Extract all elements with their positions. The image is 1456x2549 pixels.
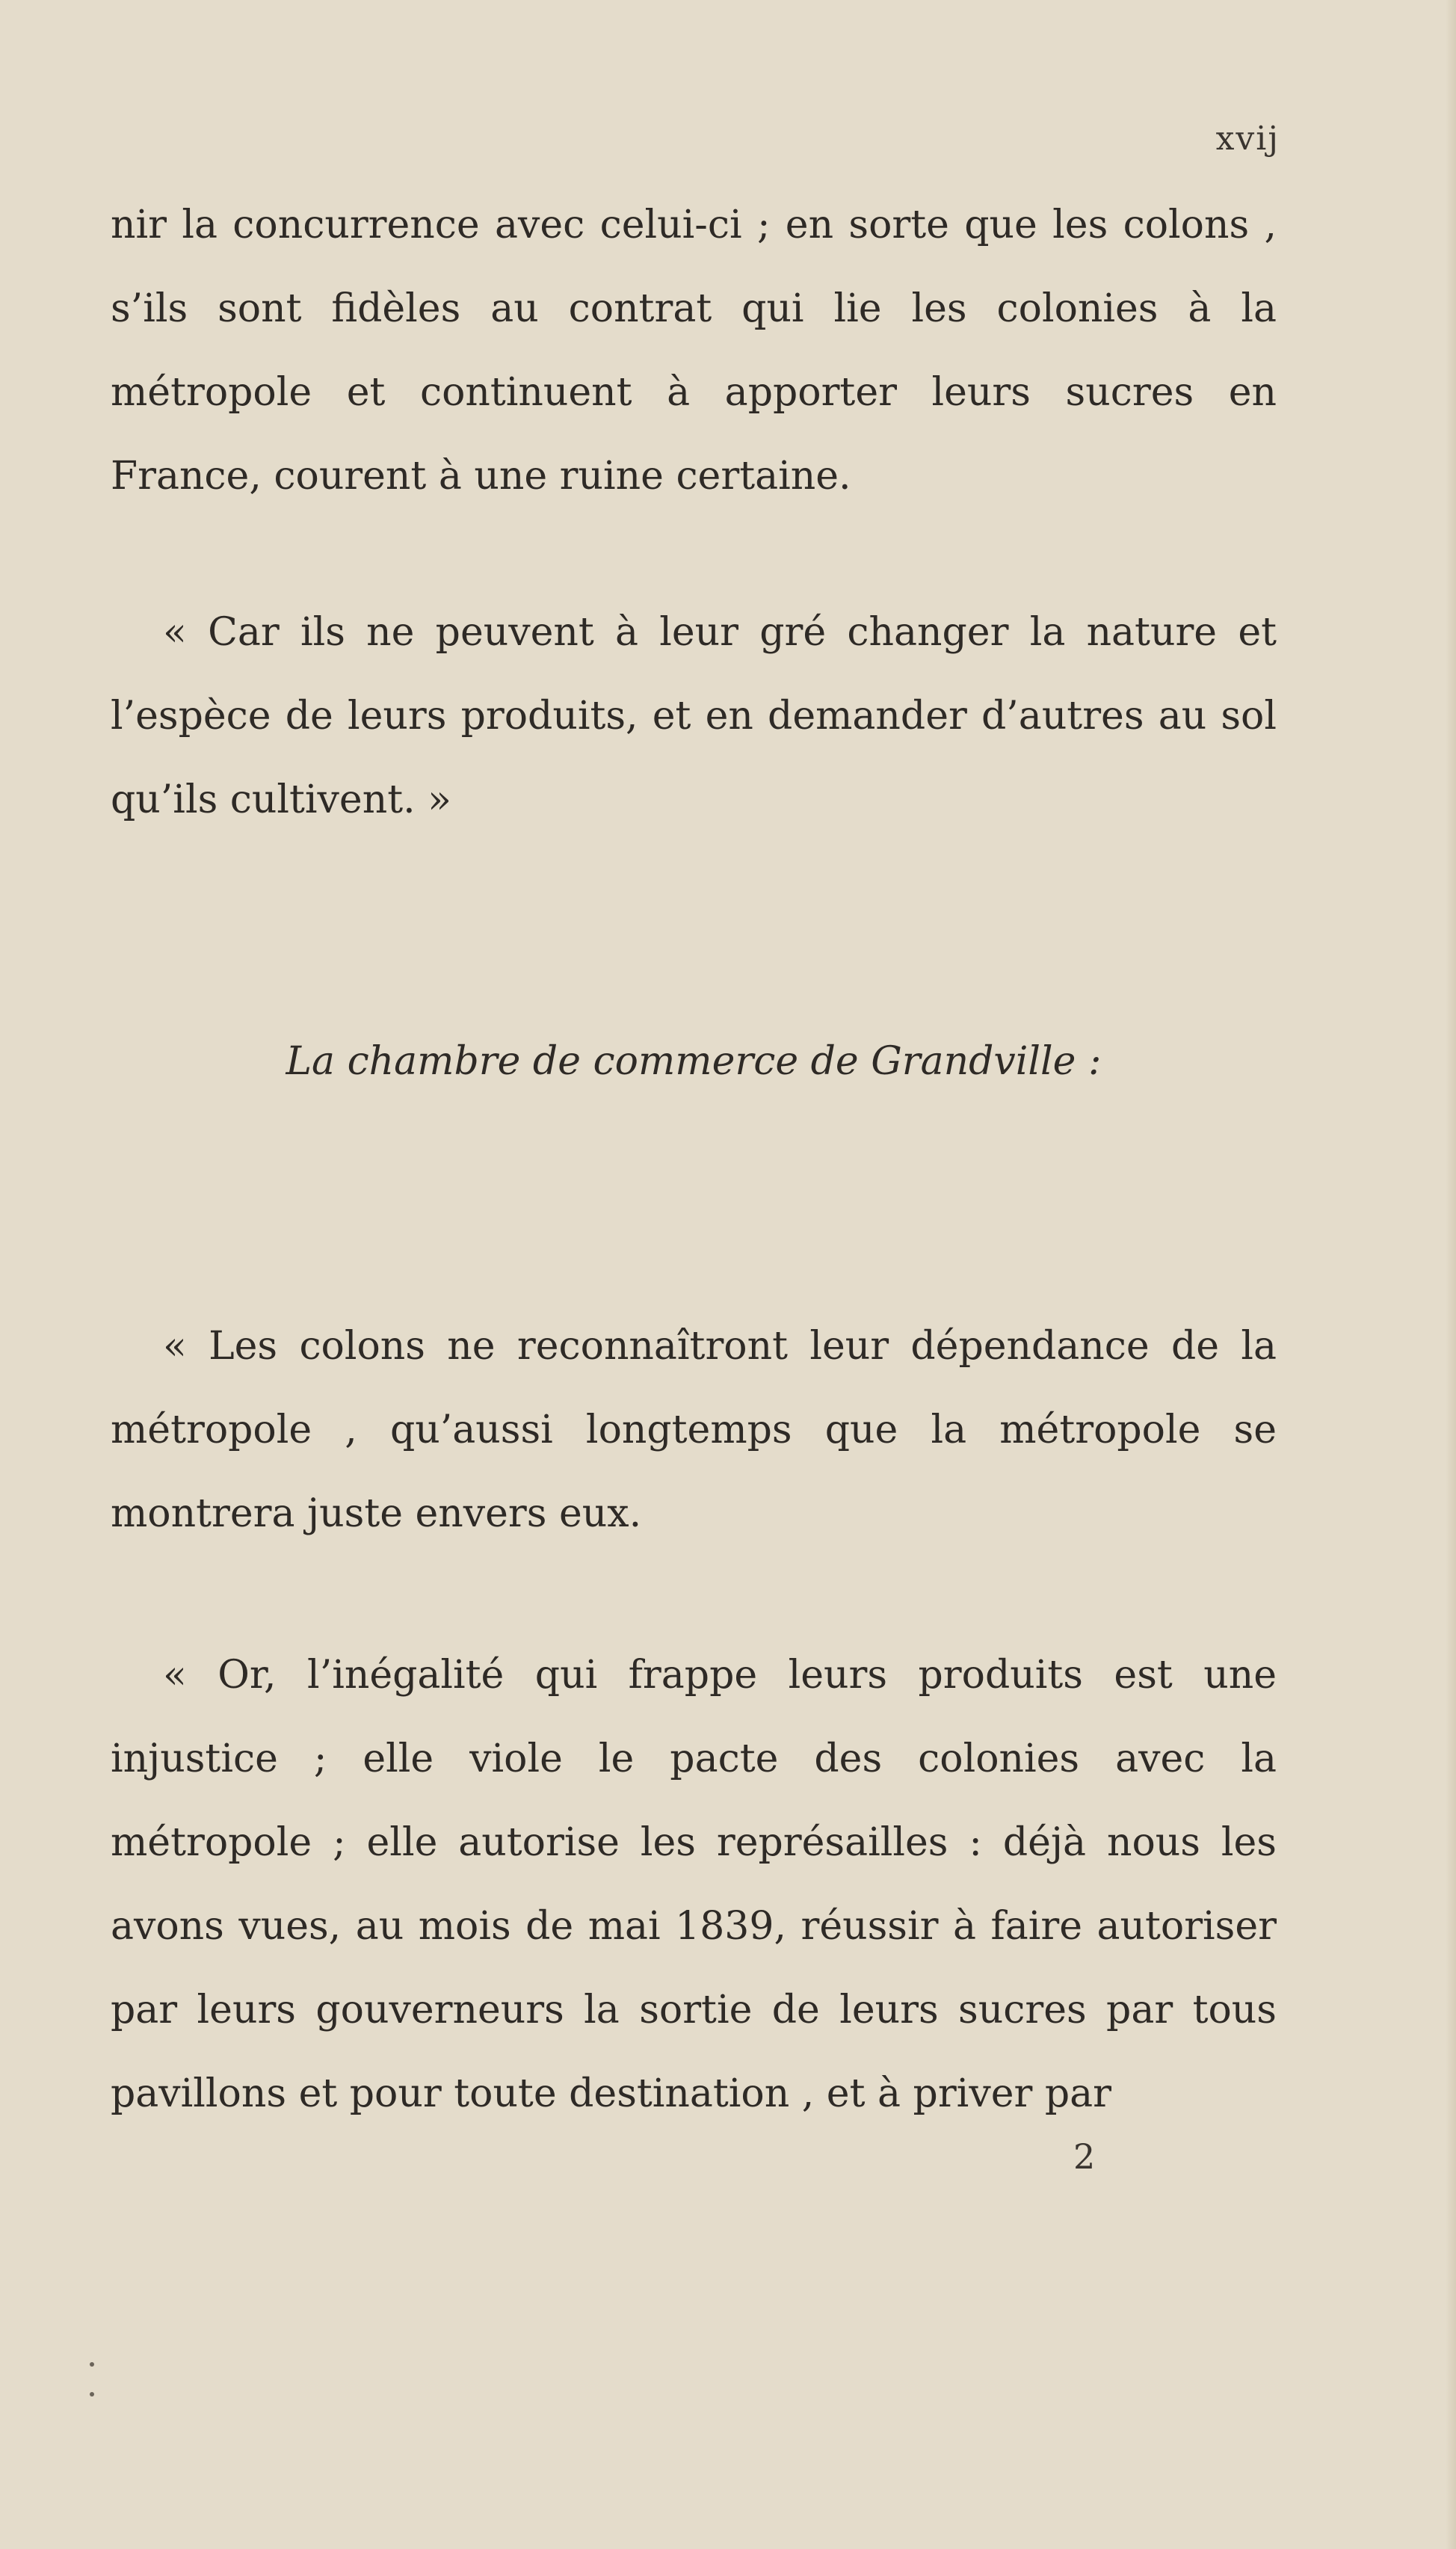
page-edge — [1446, 0, 1456, 2549]
paper-speck — [90, 2392, 94, 2397]
page-number: 2 — [1073, 2136, 1096, 2177]
quoted-paragraph-2: « Or, l’inégalité qui frappe leurs produits est une injustice ; elle viole le pacte des colonies avec la métropole ; elle autorise les représailles : déjà nous les avons vues, au mois de mai 1839, réussir à faire autoriser par leurs gouverneurs la sortie de leurs sucres par tous pavillons et pour toute destination , et à priver par — [111, 1653, 1277, 2116]
running-head: xvij — [1215, 120, 1280, 158]
paper-speck — [90, 2362, 94, 2367]
paragraph-2: « Car ils ne peuvent à leur gré changer la nature et l’espèce de leurs produits, et en demander d’autres au sol qu’ils cultivent. » — [111, 610, 1277, 822]
section-heading: La chambre de commerce de Grandville : — [286, 1039, 1102, 1084]
quoted-paragraph-1: « Les colons ne reconnaîtront leur dépendance de la métropole , qu’aussi longtemps que la métropole se montrera juste envers eux. — [111, 1324, 1277, 1536]
paragraph-1: nir la concurrence avec celui-ci ; en sorte que les colons , s’ils sont fidèles au contrat qui lie les colonies à la métropole et continuent à apporter leurs sucres en France, courent à une ruine certaine. — [111, 203, 1277, 499]
